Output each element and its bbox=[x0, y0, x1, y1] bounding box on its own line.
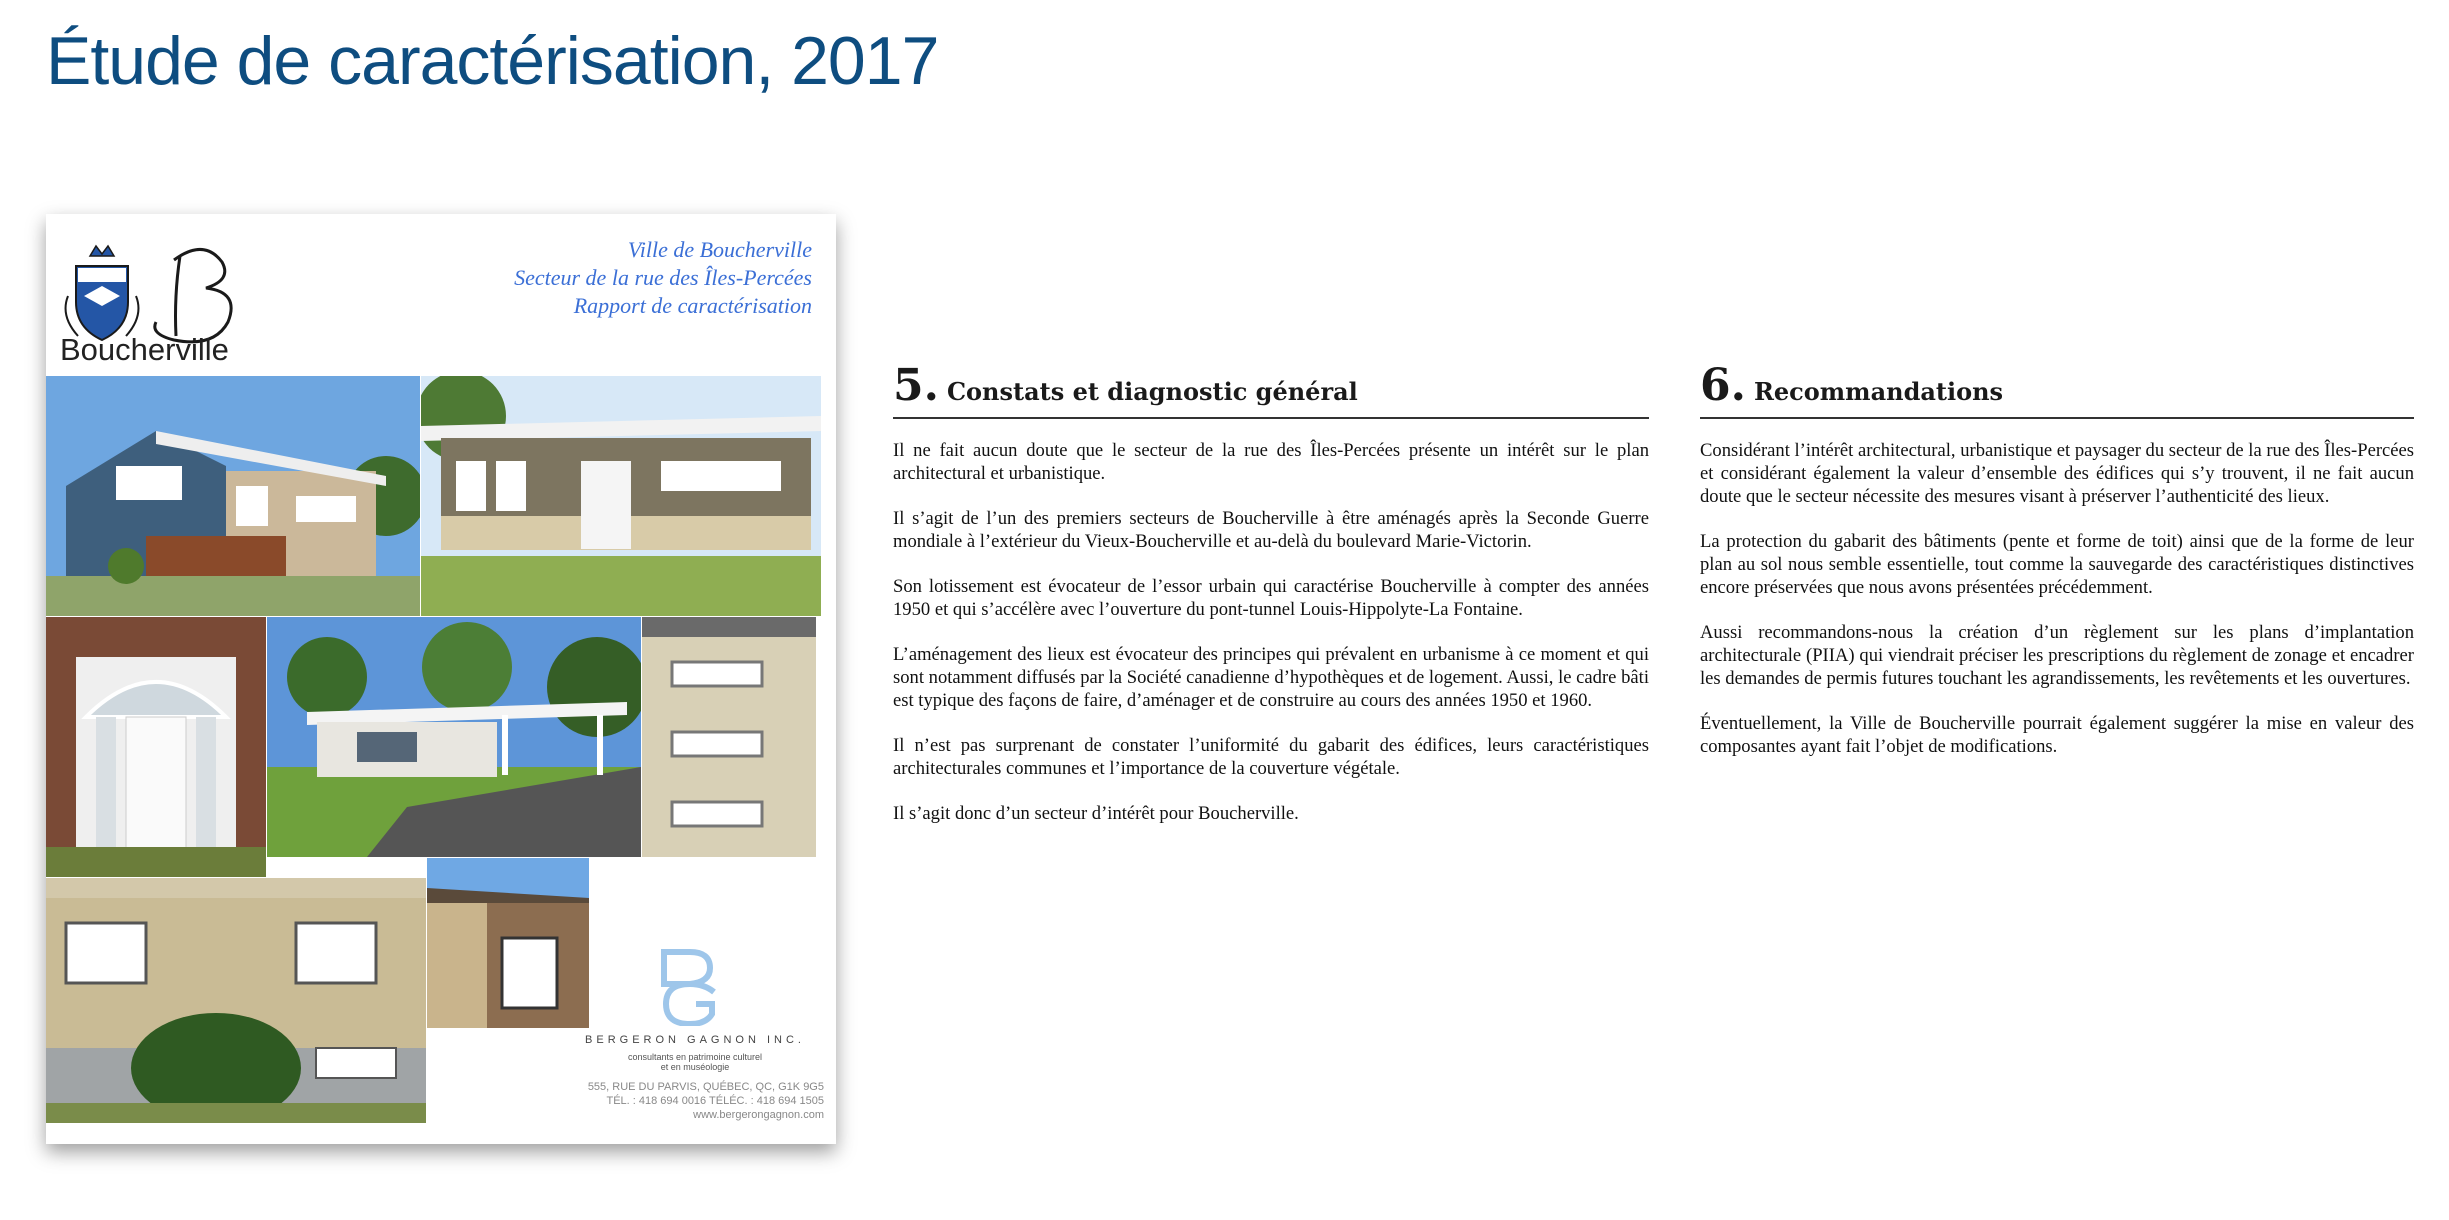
paragraph: L’aménagement des lieux est évocateur des principes qui prévalent en urbanisme à ce moment et qui sont notamment diffusés par la Société canadienne d’hypothèques et de logement. Aussi, le cadre bâti est typique des façons de faire, d’aménager et de construire au cours des années 1950 et 1960. bbox=[893, 644, 1649, 711]
cover-titles bbox=[514, 236, 812, 320]
logo-wordmark: Boucherville bbox=[60, 332, 229, 367]
slide-title: Étude de caractérisation, 2017 bbox=[46, 23, 939, 99]
cover-title-line: Rapport de caractérisation bbox=[573, 293, 812, 318]
firm-website: www.bergerongagnon.com bbox=[693, 1109, 824, 1121]
firm-address: 555, RUE DU PARVIS, QUÉBEC, QC, G1K 9G5 bbox=[587, 1081, 824, 1093]
report-cover bbox=[46, 214, 836, 1144]
house-photo-carport bbox=[267, 617, 641, 857]
paragraph: Il s’agit donc d’un secteur d’intérêt pour Boucherville. bbox=[893, 803, 1299, 824]
section-heading bbox=[1700, 360, 2414, 419]
section-title: Constats et diagnostic général bbox=[946, 377, 1358, 406]
section-number: 5. bbox=[893, 360, 939, 411]
brick-wall-photo bbox=[642, 617, 816, 857]
paragraph: Aussi recommandons-nous la création d’un règlement sur les plans d’implantation architecturale (PIIA) qui viendrait préciser les prescriptions du règlement de zonage et encadrer les demandes de permis futures touchant les agrandissements, les revêtements et les ouvertures. bbox=[1700, 622, 2414, 689]
paragraph: Il n’est pas surprenant de constater l’uniformité du gabarit des édifices, leurs caractéristiques architecturales communes et l’importance de la couverture végétale. bbox=[893, 735, 1649, 779]
section-title: Recommandations bbox=[1753, 377, 2004, 406]
paragraph: Il ne fait aucun doute que le secteur de la rue des Îles-Percées présente un intérêt sur le plan architectural et urbanistique. bbox=[893, 440, 1649, 484]
paragraph: Son lotissement est évocateur de l’essor urbain qui caractérise Boucherville à compter des années 1950 et qui s’accélère avec l’ouverture du pont-tunnel Louis-Hippolyte-La Fontaine. bbox=[893, 576, 1649, 620]
firm-subtitle-line: et en muséologie bbox=[660, 1062, 730, 1072]
firm-subtitle bbox=[580, 1052, 810, 1072]
paragraph: Il s’agit de l’un des premiers secteurs de Boucherville à être aménagés après la Seconde Guerre mondiale à l’extérieur du Vieux-Boucherville et au-delà du boulevard Marie-Victorin. bbox=[893, 508, 1649, 552]
firm-subtitle-line: consultants en patrimoine culturel bbox=[627, 1052, 763, 1062]
section-constats bbox=[893, 360, 1649, 847]
paragraph: La protection du gabarit des bâtiments (pente et forme de toit) ainsi que de la forme de leur plan au sol nous semble essentielle, tout comme la sauvegarde des caractéristiques distinctives encore préservées que nous avons présentées précédemment. bbox=[1700, 531, 2414, 598]
paragraph: Éventuellement, la Ville de Boucherville pourrait également suggérer la mise en valeur des composantes ayant fait l’objet de modifications. bbox=[1700, 713, 2414, 757]
paragraph: Considérant l’intérêt architectural, urbanistique et paysager du secteur de la rue des Îles-Percées et considérant également la valeur d’ensemble des édifices qui s’y trouvent, il ne fait aucun doute que le secteur nécessite des mesures visant à préserver l’authenticité des lieux. bbox=[1700, 440, 2415, 507]
house-photo-grey-siding bbox=[46, 878, 426, 1123]
section-heading bbox=[893, 360, 1649, 419]
firm-contact bbox=[560, 1080, 824, 1122]
firm-phones: TÉL. : 418 694 0016 TÉLÉC. : 418 694 1505 bbox=[606, 1095, 824, 1107]
house-photo-corner bbox=[427, 858, 589, 1028]
house-photo-blue-siding bbox=[46, 376, 420, 616]
bergeron-gagnon-logo bbox=[658, 948, 722, 1026]
front-door-photo bbox=[46, 617, 266, 877]
cover-title-line: Secteur de la rue des Îles-Percées bbox=[514, 265, 812, 290]
firm-name: BERGERON GAGNON INC. bbox=[585, 1034, 805, 1046]
section-recommandations bbox=[1700, 360, 2414, 780]
section-number: 6. bbox=[1700, 360, 1746, 411]
cover-title-line: Ville de Boucherville bbox=[627, 237, 812, 262]
house-photo-beige-brick bbox=[421, 376, 821, 616]
